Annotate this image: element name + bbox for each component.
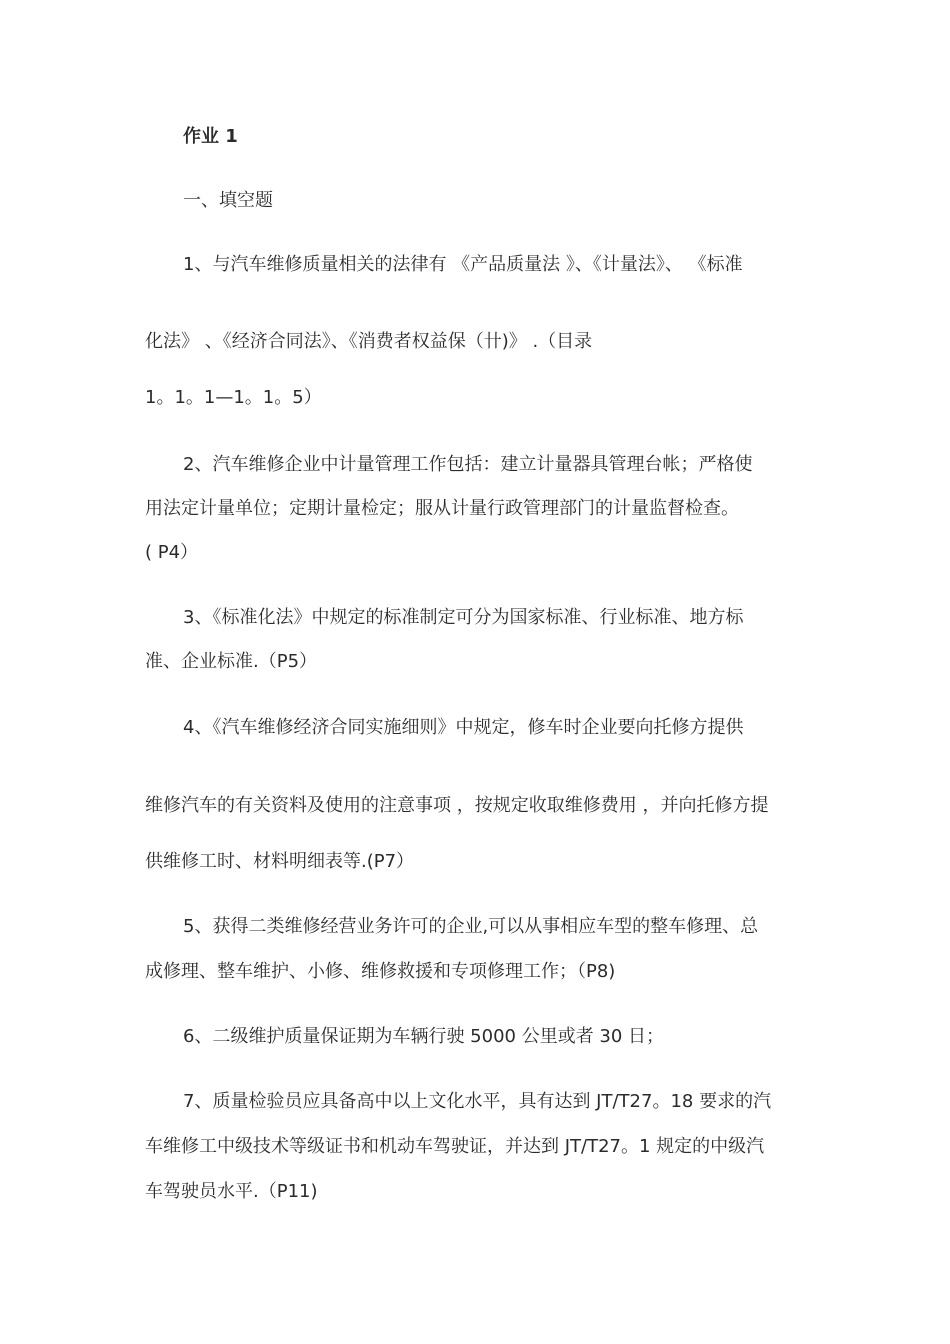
paragraph-line: 7、质量检验员应具备高中以上文化水平，具有达到 JT/T27。18 要求的汽 bbox=[183, 1091, 772, 1112]
paragraph-line: 4、《汽车维修经济合同实施细则》中规定，修车时企业要向托修方提供 bbox=[183, 717, 744, 738]
paragraph-line: 准、企业标准.（P5） bbox=[145, 651, 318, 672]
paragraph-line: 6、二级维护质量保证期为车辆行驶 5000 公里或者 30 日； bbox=[183, 1026, 665, 1047]
section-heading: 一、填空题 bbox=[183, 190, 273, 211]
paragraph-line: 2、汽车维修企业中计量管理工作包括：建立计量器具管理台帐；严格使 bbox=[183, 454, 753, 475]
paragraph-line: 1。1。1—1。1。5） bbox=[145, 387, 322, 408]
paragraph-line: 用法定计量单位；定期计量检定；服从计量行政管理部门的计量监督检查。 bbox=[145, 498, 739, 519]
paragraph-line: 化法》 、《经济合同法》、《消费者权益保（卄)》 .（目录 bbox=[145, 331, 593, 352]
paragraph-line: 1、与汽车维修质量相关的法律有 《产品质量法 》、《计量法》、 《标准 bbox=[183, 254, 743, 275]
paragraph-line: 维修汽车的有关资料及使用的注意事项 ，按规定收取维修费用 ，并向托修方提 bbox=[145, 795, 769, 816]
paragraph-line: 成修理、整车维护、小修、维修救援和专项修理工作；（P8) bbox=[145, 961, 616, 982]
paragraph-line: ( P4） bbox=[145, 542, 199, 563]
paragraph-line: 3、《标准化法》中规定的标准制定可分为国家标准、行业标准、地方标 bbox=[183, 607, 744, 628]
paragraph-line: 供维修工时、材料明细表等.(P7） bbox=[145, 851, 415, 872]
paragraph-line: 5、获得二类维修经营业务许可的企业,可以从事相应车型的整车修理、总 bbox=[183, 916, 759, 937]
paragraph-line: 车维修工中级技术等级证书和机动车驾驶证，并达到 JT/T27。1 规定的中级汽 bbox=[145, 1136, 765, 1157]
paragraph-line: 车驾驶员水平.（P11) bbox=[145, 1181, 318, 1202]
document-title: 作业 1 bbox=[183, 126, 238, 147]
